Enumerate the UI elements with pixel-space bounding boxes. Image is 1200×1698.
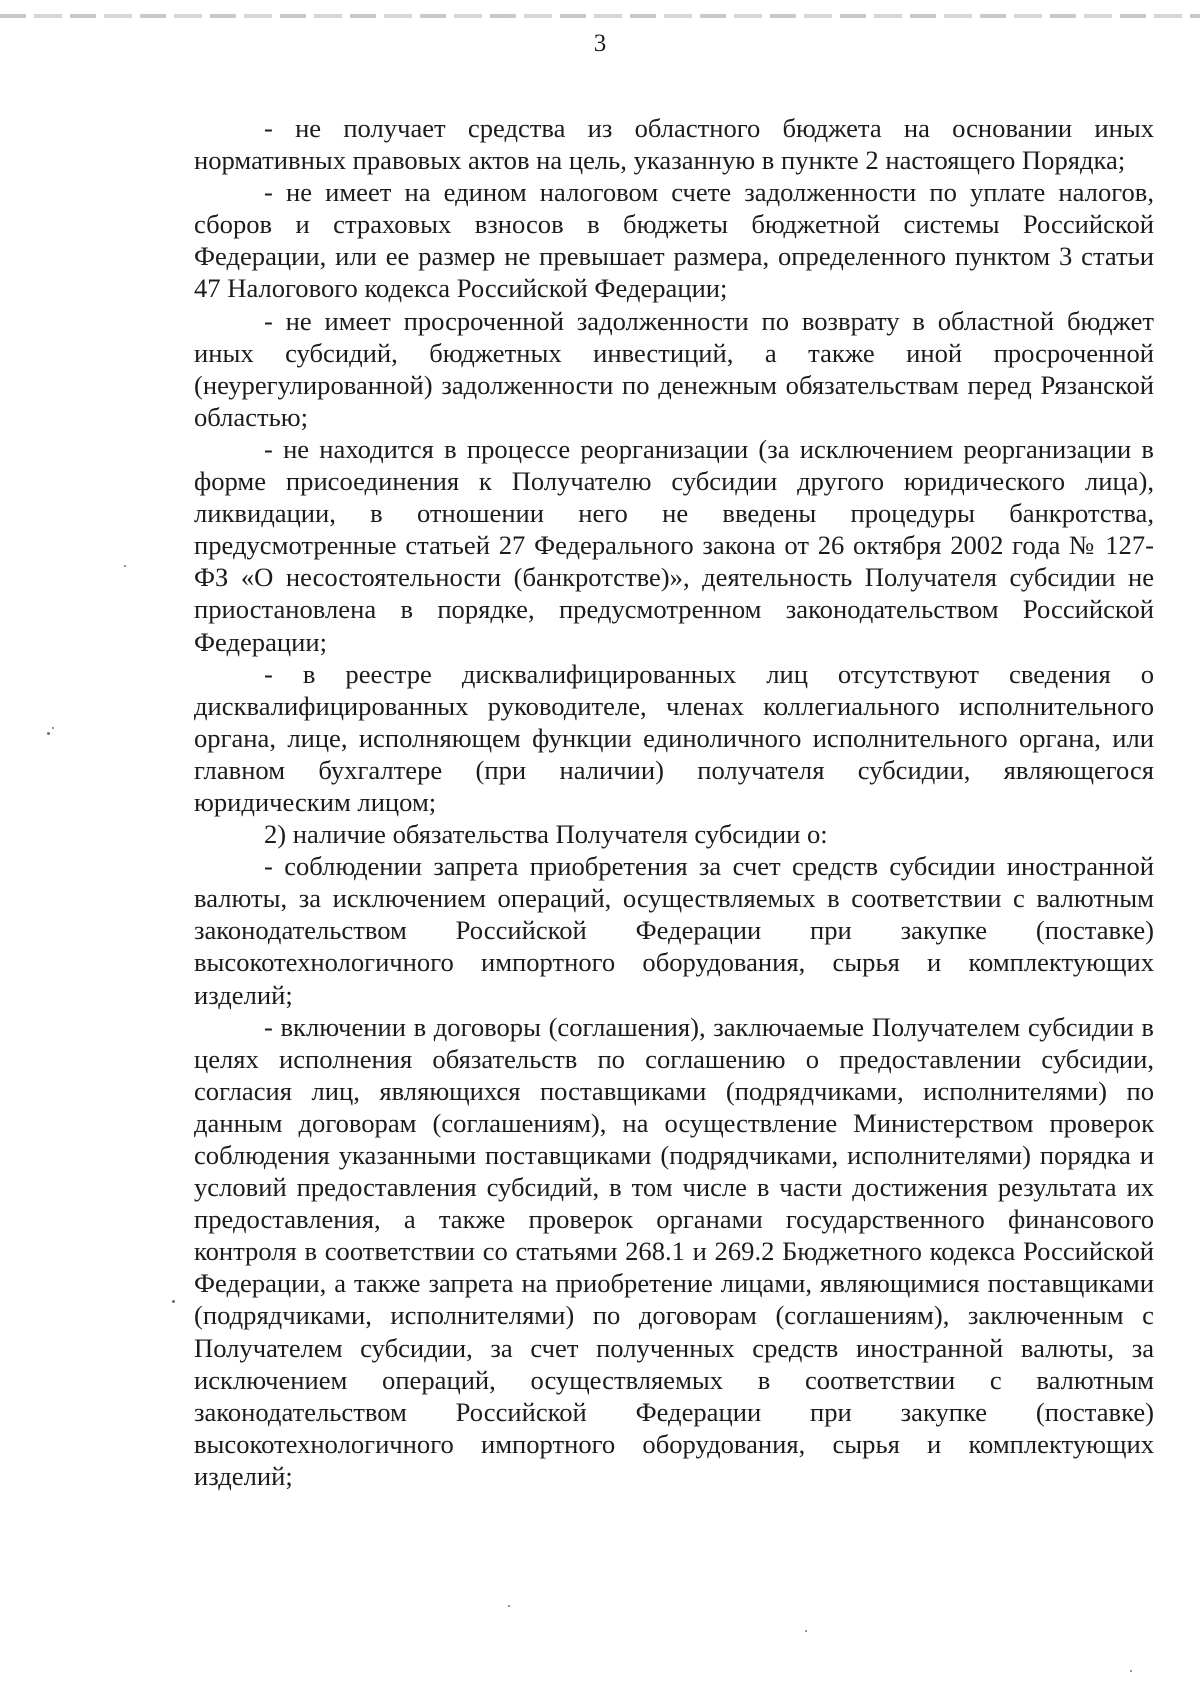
- paragraph: - соблюдении запрета приобретения за счет средств субсидии иностранной валюты, за исключением операций, осуществляемых в соответствии с валютным законодательством Российской Федерации при закупке (поставке) высокотехнологичного импортного оборудования, сырья и комплектующих изделий;: [194, 851, 1154, 1010]
- scan-speck: [172, 1300, 175, 1303]
- scan-speck: [52, 727, 54, 729]
- paragraph: - включении в договоры (соглашения), заключаемые Получателем субсидии в целях исполнения обязательств по соглашению о предоставлении субсидии, согласия лиц, являющихся поставщиками (подрядчиками, исполнителями) по данным договорам (соглашениям), на осуществление Министерством проверок соблюдения указанными поставщиками (подрядчиками, исполнителями) порядка и условий предоставления субсидий, в том числе в части достижения результата их предоставления, а также проверок органами государственного финансового контроля в соответствии со статьями 268.1 и 269.2 Бюджетного кодекса Российской Федерации, а также запрета на приобретение лицами, являющимися поставщиками (подрядчиками, исполнителями) по договорам (соглашениям), заключенным с Получателем субсидии, за счет полученных средств иностранной валюты, за исключением операций, осуществляемых в соответствии с валютным законодательством Российской Федерации при закупке (поставке) высокотехнологичного импортного оборудования, сырья и комплектующих изделий;: [194, 1011, 1154, 1491]
- paragraph: - не имеет на едином налоговом счете задолженности по уплате налогов, сборов и страховых взносов в бюджеты бюджетной системы Российской Федерации, или ее размер не превышает размера, определенного пунктом 3 статьи 47 Налогового кодекса Российской Федерации;: [194, 177, 1154, 304]
- scan-speck: [124, 565, 126, 567]
- scan-speck: [508, 1605, 510, 1607]
- paragraph: 2) наличие обязательства Получателя субсидии о:: [264, 819, 828, 850]
- paragraph: - не получает средства из областного бюджета на основании иных нормативных правовых актов на цель, указанную в пункте 2 настоящего Порядка;: [194, 113, 1154, 176]
- scan-speck: [47, 732, 50, 735]
- paragraph: - не находится в процессе реорганизации (за исключением реорганизации в форме присоединения к Получателю субсидии другого юридического лица), ликвидации, в отношении него не введены процедуры банкротства, предусмотренные статьей 27 Федерального закона от 26 октября 2002 года № 127-ФЗ «О несостоятельности (банкротстве)», деятельность Получателя субсидии не приостановлена в порядке, предусмотренном законодательством Российской Федерации;: [194, 433, 1154, 657]
- scan-edge-artifact: [0, 14, 1200, 18]
- scan-speck: [805, 1630, 807, 1632]
- scan-speck: [1130, 1670, 1132, 1672]
- page-number: 3: [593, 30, 607, 57]
- paragraph: - не имеет просроченной задолженности по возврату в областной бюджет иных субсидий, бюджетных инвестиций, а также иной просроченной (неурегулированной) задолженности по денежным обязательствам перед Рязанской областью;: [194, 305, 1154, 432]
- paragraph: - в реестре дисквалифицированных лиц отсутствуют сведения о дисквалифицированных руководителе, членах коллегиального исполнительного органа, лице, исполняющем функции единоличного исполнительного органа, или главном бухгалтере (при наличии) получателя субсидии, являющегося юридическим лицом;: [194, 658, 1154, 817]
- document-body: [194, 112, 1154, 1492]
